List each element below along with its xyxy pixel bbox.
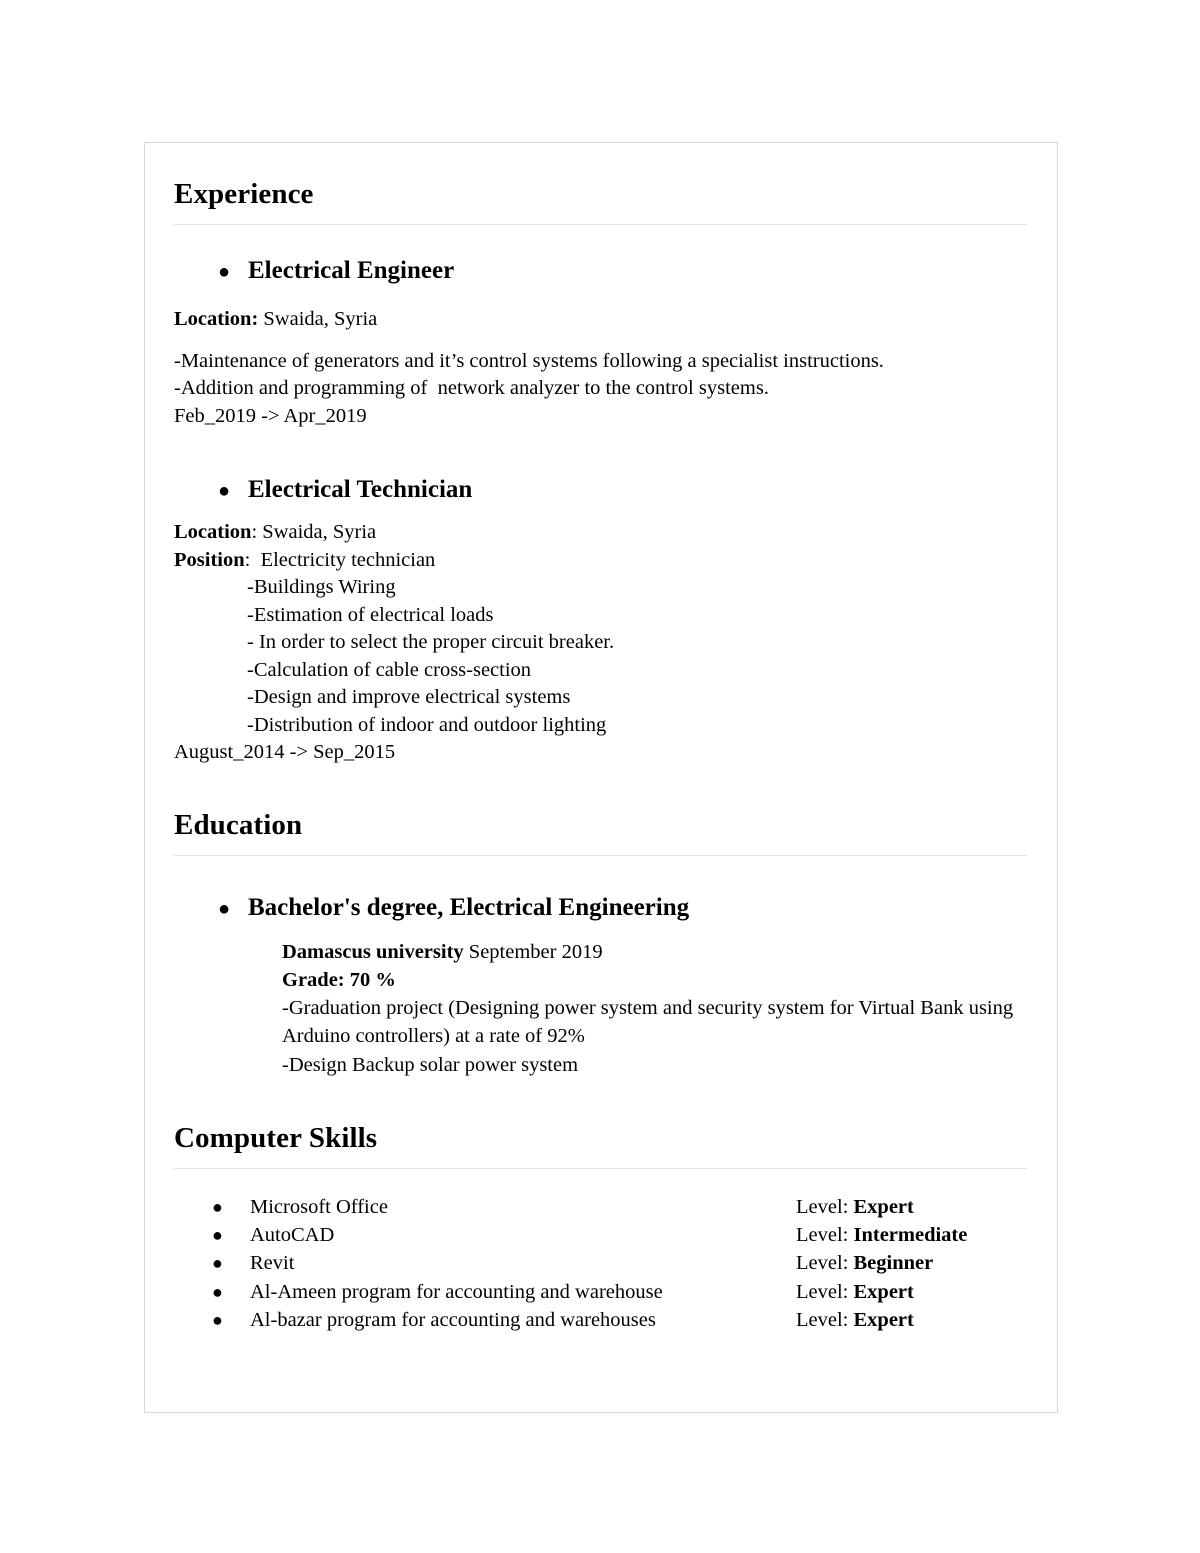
resume-page xyxy=(144,142,1058,1413)
education-date: September 2019 xyxy=(463,940,603,963)
experience-detail-line: -Addition and programming of network analyzer to the control systems. xyxy=(174,377,769,400)
section-heading-computer-skills: Computer Skills xyxy=(174,1122,378,1155)
experience-position xyxy=(174,547,1027,574)
skill-level-label: Level: xyxy=(796,1195,849,1218)
education-institution: Damascus university xyxy=(282,940,464,963)
bullet-icon: ● xyxy=(218,898,231,921)
location-label: Location: xyxy=(174,308,259,331)
location-value: Swaida, Syria xyxy=(258,308,378,331)
skill-level-value: Expert xyxy=(853,1309,914,1332)
experience-entry-title-row xyxy=(174,474,1027,505)
skill-name: Revit xyxy=(250,1252,295,1275)
bullet-icon: ● xyxy=(212,1281,223,1302)
skill-level-value: Expert xyxy=(853,1280,914,1303)
bullet-icon: ● xyxy=(218,480,231,503)
experience-location xyxy=(174,519,1027,546)
bullet-icon: ● xyxy=(218,260,231,283)
skills-list xyxy=(174,1193,1027,1334)
section-education xyxy=(174,810,1027,1079)
skill-level xyxy=(796,1193,914,1221)
section-computer-skills xyxy=(174,1123,1027,1334)
list-item xyxy=(174,1249,1027,1277)
education-degree-title: Bachelor's degree, Electrical Engineering xyxy=(248,894,690,922)
skill-level xyxy=(796,1306,914,1334)
skill-level xyxy=(796,1221,967,1249)
skill-level-value: Intermediate xyxy=(853,1224,968,1247)
experience-location xyxy=(174,306,1027,333)
experience-entry-title-row xyxy=(174,255,1027,286)
skill-level-value: Expert xyxy=(853,1195,914,1218)
experience-detail-line: -Maintenance of generators and it’s control systems following a specialist instructions. xyxy=(174,349,884,372)
experience-entry xyxy=(174,474,1027,766)
skill-name: Al-Ameen program for accounting and warehouse xyxy=(250,1280,663,1303)
experience-task-line: - In order to select the proper circuit breaker. xyxy=(247,631,615,654)
education-institution-row xyxy=(174,938,1027,966)
skill-level-label: Level: xyxy=(796,1224,849,1247)
list-item xyxy=(174,1193,1027,1221)
skill-level-label: Level: xyxy=(796,1309,849,1332)
education-detail-line xyxy=(174,1051,1027,1079)
list-item xyxy=(174,1221,1027,1249)
experience-job-title: Electrical Engineer xyxy=(248,256,455,284)
position-label: Position xyxy=(174,548,245,571)
education-entry xyxy=(174,892,1027,1079)
skill-level-value: Beginner xyxy=(853,1252,934,1275)
position-value: : Electricity technician xyxy=(244,548,436,571)
list-item xyxy=(174,1278,1027,1306)
bullet-icon: ● xyxy=(212,1196,223,1217)
bullet-icon: ● xyxy=(212,1253,223,1274)
skill-name: Al-bazar program for accounting and warehouses xyxy=(250,1309,656,1332)
section-heading-education: Education xyxy=(174,809,303,842)
location-value: : Swaida, Syria xyxy=(251,521,377,544)
education-grade-text: Grade: 70 % xyxy=(282,968,396,991)
experience-task-line: -Distribution of indoor and outdoor lighting xyxy=(247,713,607,736)
skill-name: AutoCAD xyxy=(250,1224,335,1247)
list-item xyxy=(174,1306,1027,1334)
education-detail-line xyxy=(174,994,1027,1051)
experience-task-line: -Design and improve electrical systems xyxy=(247,686,571,709)
skill-name: Microsoft Office xyxy=(250,1195,388,1218)
experience-task-line: -Buildings Wiring xyxy=(247,576,396,599)
bullet-icon: ● xyxy=(212,1225,223,1246)
education-detail-text: -Graduation project (Designing power system and security system for Virtual Bank using Arduino controllers) at a rate of 92% xyxy=(282,997,1014,1048)
location-label: Location xyxy=(174,521,252,544)
skill-level-label: Level: xyxy=(796,1252,849,1275)
education-detail-text: -Design Backup solar power system xyxy=(282,1053,579,1076)
experience-task-line: -Estimation of electrical loads xyxy=(247,603,494,626)
experience-task-line: -Calculation of cable cross-section xyxy=(247,658,532,681)
bullet-icon: ● xyxy=(212,1310,223,1331)
experience-dates: Feb_2019 -> Apr_2019 xyxy=(174,404,367,427)
skill-level xyxy=(796,1249,933,1277)
education-entry-title-row xyxy=(174,892,1027,923)
skill-level-label: Level: xyxy=(796,1280,849,1303)
education-grade xyxy=(174,966,1027,994)
skill-level xyxy=(796,1278,914,1306)
experience-entry xyxy=(174,255,1027,430)
section-experience xyxy=(174,179,1027,766)
section-heading-experience: Experience xyxy=(174,178,314,210)
resume-content xyxy=(145,143,1057,1412)
experience-job-title: Electrical Technician xyxy=(248,476,473,504)
experience-dates: August_2014 -> Sep_2015 xyxy=(174,741,396,764)
